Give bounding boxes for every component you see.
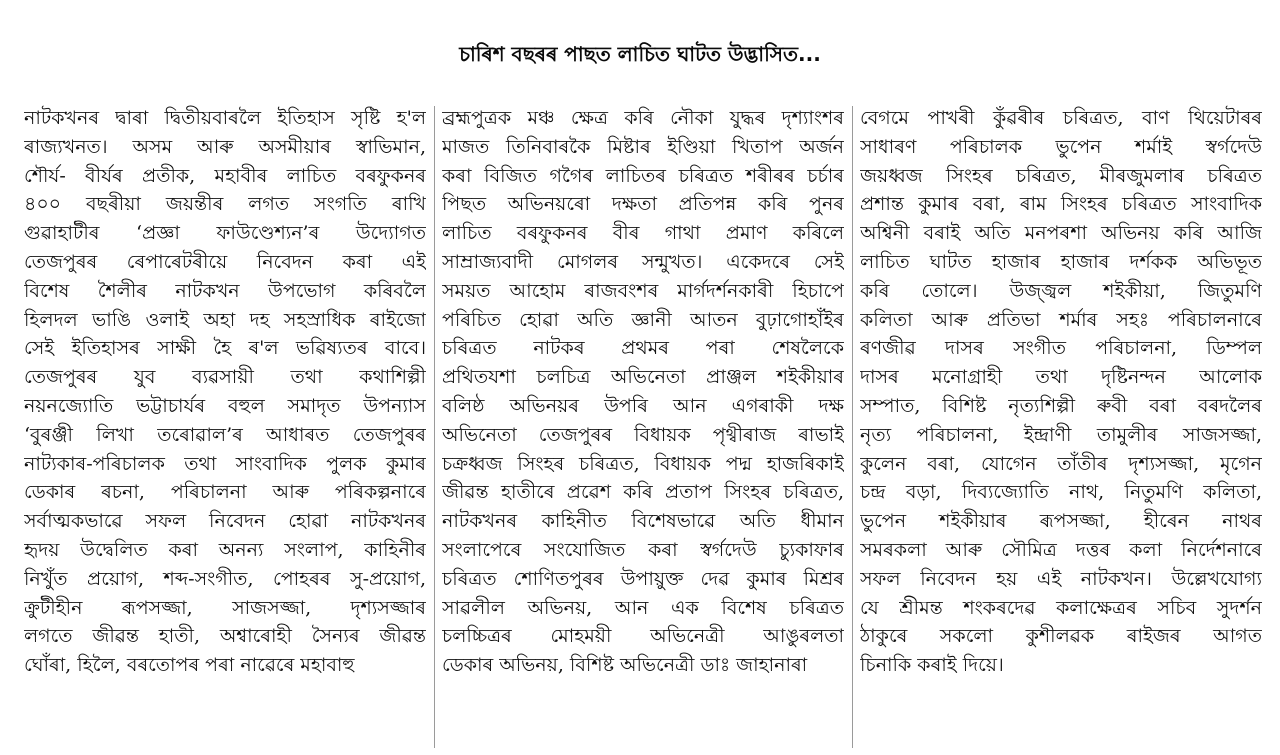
article-text-line: ঠাকুৰে সকলো কুশীলৱক ৰাইজৰ আগত — [860, 625, 1262, 648]
article-text-line: চলচ্চিত্ৰৰ মোহময়ী অভিনেত্ৰী আঙুৰলতা — [442, 625, 844, 648]
article-text-line: তেজপুৰৰ যুব ব্যৱসায়ী তথা কথাশিল্পী — [24, 366, 426, 389]
article-text-line: নয়নজ্যোতি ভট্টাচাৰ্যৰ বহুল সমাদৃত উপন্যাস — [24, 394, 426, 417]
article-text-line: ডেকাৰ অভিনয়, বিশিষ্ট অভিনেত্ৰী ডাঃ জাহানাৰা — [442, 654, 808, 677]
article-text-line: বিশেষ শৈলীৰ নাটকখন উপভোগ কৰিবলৈ — [24, 279, 426, 302]
article-text-line: কৰি তোলে। উজ্জ্বল শইকীয়া, জিতুমণি — [860, 279, 1262, 302]
article-headline: চাৰিশ বছৰৰ পাছত লাচিত ঘাটত উদ্ভাসিত... — [459, 42, 821, 66]
article-text-line: সমৰকলা আৰু সৌমিত্ৰ দত্তৰ কলা নিৰ্দেশনাৰে — [860, 538, 1262, 561]
article-column-2 — [434, 104, 852, 752]
article-text-line: ক্ৰুটীহীন ৰূপসজ্জা, সাজসজ্জা, দৃশ্যসজ্জাৰ — [24, 596, 426, 619]
article-text-line: চৰিত্ৰত শোণিতপুৰৰ উপায়ুক্ত দেৱ কুমাৰ মিশ্ৰৰ — [442, 567, 844, 590]
article-text-line: সংলাপেৰে সংযোজিত কৰা স্বৰ্গদেউ চ্যুকাফাৰ — [442, 538, 844, 561]
article-text-line: নৃত্য পৰিচালনা, ইন্দ্ৰাণী তামুলীৰ সাজসজ্জা, — [860, 423, 1262, 446]
article-text-line: হিলদল ভাঙি ওলাই অহা দহ সহস্ৰাধিক ৰাইজো — [24, 308, 426, 331]
article-text-line: অভিনেতা তেজপুৰৰ বিধায়ক পৃথ্বীৰাজ ৰাভাই — [442, 423, 844, 446]
article-text-line: চক্ৰধ্বজ সিংহৰ চৰিত্ৰত, বিধায়ক পদ্ম হাজৰিকাই — [442, 452, 844, 475]
article-column-3 — [852, 104, 1270, 752]
article-text-line: ভুপেন শইকীয়াৰ ৰূপসজ্জা, হীৰেন নাথৰ — [860, 510, 1262, 533]
article-text-line: ‘বুৰঞ্জী লিখা তৰোৱাল’ৰ আধাৰত তেজপুৰৰ — [24, 423, 426, 446]
article-text-line: বলিষ্ঠ অভিনয়ৰ উপৰি আন এগৰাকী দক্ষ — [442, 394, 844, 417]
article-text-line: সম্পাত, বিশিষ্ট নৃত্যশিল্পী ৰুবী বৰা বৰদলৈৰ — [860, 394, 1262, 417]
article-text-line: ব্ৰহ্মপুত্ৰক মঞ্চ ক্ষেত্ৰ কৰি নৌকা যুদ্ধৰ দৃশ্যাংশৰ — [442, 107, 844, 129]
article-text-line: সাম্ৰাজ্যবাদী মোগলৰ সন্মুখত। একেদৰে সেই — [442, 250, 844, 273]
article-text-line: লগতে জীৱন্ত হাতী, অশ্বাৰোহী সৈন্যৰ জীৱন্ত — [24, 625, 426, 648]
article-text-line: নাটকখনৰ কাহিনীত বিশেষভাৱে অতি ধীমান — [442, 510, 844, 533]
article-text-line: নাট্যকাৰ-পৰিচালক তথা সাংবাদিক পুলক কুমাৰ — [24, 452, 426, 475]
article-text-line: সেই ইতিহাসৰ সাক্ষী হৈ ৰ'ল ভৱিষ্যতৰ বাবে। — [24, 337, 426, 360]
article-text-line: নাটকখনৰ দ্বাৰা দ্বিতীয়বাৰলৈ ইতিহাস সৃষ্টি হ'ল — [24, 107, 426, 129]
article-text-line: শৌৰ্য- বীৰ্যৰ প্ৰতীক, মহাবীৰ লাচিত বৰফুকনৰ — [24, 164, 426, 187]
article-text-line: গুৱাহাটীৰ ‘প্ৰজ্ঞা ফাউণ্ডেশ্যন’ৰ উদ্যোগত — [24, 222, 426, 245]
article-text-line: জয়ধ্বজ সিংহৰ চৰিত্ৰত, মীৰজুমলাৰ চৰিত্ৰত — [860, 164, 1262, 187]
article-text-line: সাৱলীল অভিনয়, আন এক বিশেষ চৰিত্ৰত — [442, 596, 844, 619]
article-text-line: চিনাকি কৰাই দিয়ে। — [860, 654, 1004, 677]
article-text-line: জীৱন্ত হাতীৰে প্ৰৱেশ কৰি প্ৰতাপ সিংহৰ চৰিত্ৰত, — [442, 481, 844, 504]
article-text-line: তেজপুৰৰ ৰেপাৰেটৰীয়ে নিবেদন কৰা এই — [24, 250, 426, 273]
article-text-line: লাচিত ঘাটত হাজাৰ হাজাৰ দৰ্শকক অভিভূত — [860, 250, 1262, 273]
article-body — [16, 104, 1270, 752]
article-text-line: প্ৰথিতযশা চলচিত্ৰ অভিনেতা প্ৰাঞ্জল শইকীয়াৰ — [442, 366, 844, 389]
article-text-line: সময়ত আহোম ৰাজবংশৰ মাৰ্গদৰ্শনকাৰী হিচাপে — [442, 279, 844, 302]
article-text-line: ৰাজ্যখনত। অসম আৰু অসমীয়াৰ স্বাভিমান, — [24, 135, 426, 158]
article-text-line: কলিতা আৰু প্ৰতিভা শৰ্মাৰ সহঃ পৰিচালনাৰে — [860, 308, 1262, 331]
article-text-line: বেগমে পাখৰী কুঁৱৰীৰ চৰিত্ৰত, বাণ থিয়েটাৰৰ — [860, 107, 1262, 129]
article-text-line: অশ্বিনী বৰাই অতি মনপৰশা অভিনয় কৰি আজি — [860, 222, 1262, 245]
article-text-line: যে শ্ৰীমন্ত শংকৰদেৱ কলাক্ষেত্ৰৰ সচিব সুদৰ্শন — [860, 596, 1262, 619]
article-text-line: ডেকাৰ ৰচনা, পৰিচালনা আৰু পৰিকল্পনাৰে — [24, 481, 426, 504]
article-text-line: লাচিত বৰফুকনৰ বীৰ গাথা প্ৰমাণ কৰিলে — [442, 222, 844, 245]
article-text-line: সৰ্বাত্মকভাৱে সফল নিবেদন হোৱা নাটকখনৰ — [24, 510, 426, 533]
article-text-line: নিখুঁত প্ৰয়োগ, শব্দ-সংগীত, পোহৰৰ সু-প্ৰয়োগ, — [24, 567, 426, 590]
article-text-line: হৃদয় উদ্বেলিত কৰা অনন্য সংলাপ, কাহিনীৰ — [24, 538, 426, 561]
article-text-line: ৰণজীৱ দাসৰ সংগীত পৰিচালনা, ডিম্পল — [860, 337, 1262, 360]
article-text-line: সাধাৰণ পৰিচালক ভুপেন শৰ্মাই স্বৰ্গদেউ — [860, 135, 1262, 158]
article-text-line: ৪০০ বছৰীয়া জয়ন্তীৰ লগত সংগতি ৰাখি — [24, 193, 426, 216]
article-text-line: পৰিচিত হোৱা অতি জ্ঞানী আতন বুঢ়াগোহাঁইৰ — [442, 308, 844, 331]
article-text-line: ঘোঁৰা, হিলৈ, বৰতোপৰ পৰা নাৱেৰে মহাবাহু — [24, 654, 355, 677]
article-text-line: কৰা বিজিত গগৈৰ লাচিতৰ চৰিত্ৰত শৰীৰৰ চৰ্চাৰ — [442, 164, 844, 187]
article-text-line: প্ৰশান্ত কুমাৰ বৰা, ৰাম সিংহৰ চৰিত্ৰত সাংবাদিক — [860, 193, 1262, 216]
article-text-line: সফল নিবেদন হয় এই নাটকখন। উল্লেখযোগ্য — [860, 567, 1262, 590]
article-text-line: চন্দ্ৰ বড়া, দিব্যজ্যোতি নাথ, নিতুমণি কলিতা, — [860, 481, 1262, 504]
article-text-line: চৰিত্ৰত নাটকৰ প্ৰথমৰ পৰা শেষলৈকে — [442, 337, 844, 360]
article-text-line: কুলেন বৰা, যোগেন তাঁতীৰ দৃশ্যসজ্জা, মৃগেন — [860, 452, 1262, 475]
article-text-line: দাসৰ মনোগ্ৰাহী তথা দৃষ্টিনন্দন আলোক — [860, 366, 1262, 389]
article-text-line: পিছত অভিনয়ৰো দক্ষতা প্ৰতিপন্ন কৰি পুনৰ — [442, 193, 844, 216]
article-text-line: মাজত তিনিবাৰকৈ মিষ্টাৰ ইণ্ডিয়া খিতাপ অৰ্জন — [442, 135, 844, 158]
article-column-1 — [16, 104, 434, 752]
